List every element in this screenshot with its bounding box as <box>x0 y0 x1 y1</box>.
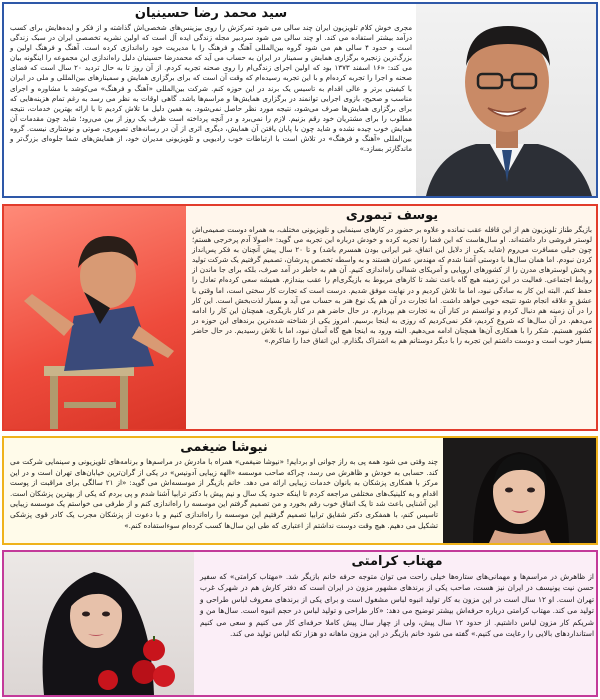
portrait-icon <box>416 4 598 196</box>
teymouri-name: یوسف تیموری <box>345 208 439 223</box>
portrait-icon <box>443 438 596 543</box>
article-hosseinian <box>2 2 598 198</box>
article-teymouri <box>2 204 598 431</box>
portrait-icon <box>4 552 194 695</box>
zeighami-photo <box>443 438 596 543</box>
keramati-name: مهتاب کرامتی <box>351 554 443 569</box>
zeighami-text-col <box>10 440 438 531</box>
article-keramati <box>2 550 598 697</box>
hosseinian-text-col <box>10 6 412 154</box>
teymouri-body: بازیگر طناز تلویزیون هم از این قافله عقب نمانده و علاوه بر حضور در کارهای سینمایی و تلویزیونی مختلف، به همراه دوست صمیمی‌اش لوستر فروشی دار داشته‌اند. او سال‌هاست که این فضا را تجربه کرده و خودش درباره این تجربه می گوید: «اصولا آدم پرخرجی هستم؛ چون خیلی مسافرت می‌روم (شاید یکی از دلایل این اتفاق، غیر ایرانی بودن همسرم باشد) و تا ۲۰ سال پیش آنچنان به فکر پس‌انداز کردن نبودم. اما همان سال‌ها با دوستی آشنا شدم که مهندس عمران هستند و به واسطه تخصص پدرشان، تصمیم گرفتیم یک شرکت تولید و پخش لوسترهای مدرن را از کشورهای اروپایی و آمریکای شمالی راه‌اندازی کنیم. آن هم به خاطر در آمد صرف، بلکه برای جا ماندن از روابط اجتماعی. فعالیت در این زمینه هیچ گاه باعث نشد تا کارهای مربوط به بازیگری‌ام را عقب بیندازم. همیشه سعی کرده‌ام تعادل را حفظ کنم. البته این کار به سادگی نبود، اما ما تلاش کردیم و در نهایت موفق شدیم. درست است که تجارت کار سختی است، اما وقتی با عشق و علاقه انجام شود نتیجه خوبی خواهد داشت. اما تجارت در آن هم یک نوع هنر به حساب می آید و بسیار لذت‌بخش است. این کار را در آن زمینه هم دنبال کردم و توانستم در کنار آن به تجارت هم بپردازم. در حال حاضر هم در کنار بازیگری، همچنان این کار را ادامه می‌دهم. در آن سال‌ها که شروع کردیم، فکر نمی‌کردیم که روزی به اینجا برسیم. امروز یکی از شناخته شده‌ترین برندهای این حوزه در کشور هستیم. شکر را با همکاری آن‌ها همچنان ادامه می‌دهیم. البته ورود به اینجا هیچ گاه آسان نبود، اما با تلاش رسیدیم. در حال حاضر بسیار خوب است و دوست داشتم این تجربه را با دیگر دوستانم هم به اشتراک بگذارم. این اتفاق خدا را شاکرم.» <box>192 225 592 346</box>
hosseinian-body: مجری خوش کلام تلویزیون ایران چند سالی می شود تمرکزش را روی بیزینس‌های شخصی‌اش گذاشته و از فکر و ایده‌هایش برای کسب درآمد بیشتر استفاده می کند. او چند سالی می شود سردبیر مجله زندگی ایده آل است که اولین نشریه تخصصی ایران در سبک زندگی است و حدود ۴ سالی هم می شود گروه بین‌المللی آهنگ و فرهنگ را با مدیریت خود راه‌اندازی کرده است. آهنگ و فرهنگ اولین و بزرگ‌ترین زنجیره برگزاری همایش و سمینار در ایران به حساب می آید که محمدرضا حسینیان دلیل راه‌اندازی این مجموعه را اینگونه بیان می کند: «۱۶ اسفند ۱۳۷۳ بود که اولین اجرای زندگی‌ام را روی صحنه تجربه کردم. از آن روز تا به حال تردید ۲۰ سال است که فضای صحنه و اجرا را تجربه کرده‌ام و با این تجربه رسیده‌ام که وقت آن است که برای برگزاری همایش و سمینارهای بین‌المللی و ملی در ایران با کیفیتی برتر و عالی اقدام به تاسیس یک برند در این حوزه کنم. شرکت بین‌المللی «آهنگ و فرهنگ» می‌کوشد با مشاوره و اجرای مناسب و صحیح، بازوی اجرایی توانمند در برگزاری همایش‌ها و مراسم‌ها باشد. گاهی اوقات به نظر می رسد به رغم تمام هزینه‌هایی که برای برگزاری همایش‌ها صرف می‌شود، نتیجه مورد نظر حاصل نمی‌شود. به همین دلیل ما تلاش کردیم تا با ارائه بهترین خدمات، نتیجه مطلوب را برای مشتریان خود رقم بزنیم. لازم را نمی‌برد و در آنچه پرداخته است ظرف یک روز از بین می‌رود؛ شاید چون مقدمات آن همایش خوب چیده نشده و شاید چون با پایان یافتن آن همایش، دیگری اثری از آن در رسانه‌های تصویری، صوتی و نوشتاری نیست. گروه بین‌المللی «آهنگ و فرهنگ» در تلاش است با ارتباطات خوب رادیویی و تلویزیونی مدیران خود، از همایش‌های شما جلوه‌ای بزرگ‌تر و ماندگارتر بسازد.» <box>10 23 412 154</box>
keramati-photo <box>4 552 194 695</box>
hosseinian-photo <box>416 4 598 196</box>
keramati-text-col <box>200 554 594 639</box>
teymouri-photo <box>4 206 186 429</box>
teymouri-text-col <box>192 208 592 346</box>
zeighami-name: نیوشا ضیغمی <box>180 440 268 455</box>
zeighami-body: چند وقتی می شود همه پی به راز جوانی او بردایم! «نیوشا ضیغمی» همراه با مادرش در مراسم‌ها و برنامه‌های تلویزیونی و سینمایی شرکت می کند. حسابی به خودش و ظاهرش می رسد، چراکه صاحب موسسه «الهه زیبایی آدونیس» در یکی از گران‌ترین خیابان‌های تهران است و در این مرکز با همکاری پزشکان به بانوان خدمات زیبایی ارائه می دهد. خانم بازیگر از موسسه‌اش می گوید: «از ۲۱ سالگی برای مراقبت از پوست اقدام و به کلینیک‌های مختلفی مراجعه کردم تا اینکه حدود یک سال و نیم پیش با دکتر ترابیا آشنا شدم و پی بردم که یکی از بهترین پزشکان است. این آشنایی باعث شد تا یک اتفاق خوب رقم بخورد و من تصمیم گرفتم این موسسه را راه‌اندازی کنم و از طرفی می خواستم یک موسسه زیبایی تاسیس کنم، با همفکری دکتر شقایق ترابیا تصمیم گرفتیم این موسسه را راه‌اندازی کنیم و با دعوت از پزشکان مجرب یک کادر قوی پزشکی تشکیل می دهیم. هیچ وقت دوست نداشتم از اعتباری که طی این سال‌ها کسب کرده‌ام سوءاستفاده کنم.» <box>10 457 438 530</box>
portrait-icon <box>4 206 186 429</box>
keramati-body: از ظاهرش در مراسم‌ها و مهمانی‌های ستاره‌ها خیلی راحت می توان متوجه حرفه خانم بازیگر شد. «مهتاب کرامتی» که سفیر حسن نیت یونیسف در ایران نیز هست، صاحب یکی از برندهای مشهور مزون در ایران است که دفتر کارش هم در شهرک غرب تهران است. او ۱۲ سال است در این مزون به کار تولید انبوه لباس مشغول است و برای یکی از برندهای معروف لباس طراحی و تولید می کند. مهتاب کرامتی درباره حرفه‌اش بیشتر توضیح می دهد: «کار طراحی و تولید لباس در حجم انبوه است. سال‌ها من و شریکم کار مزون لباس داشتیم. از حدود ۱۲ سال پیش، ولی از چهار سال پیش کاملا حرفه‌ای کار می کنیم و سعی می کنیم استانداردهای بالایی را رعایت می کنیم.» گفته می شود خانم بازیگر در این مزون ماهانه دو هزار تکه لباس تولید می کند. <box>200 572 595 639</box>
article-zeighami <box>2 436 598 545</box>
hosseinian-name: سید محمد رضا حسینیان <box>134 6 288 21</box>
